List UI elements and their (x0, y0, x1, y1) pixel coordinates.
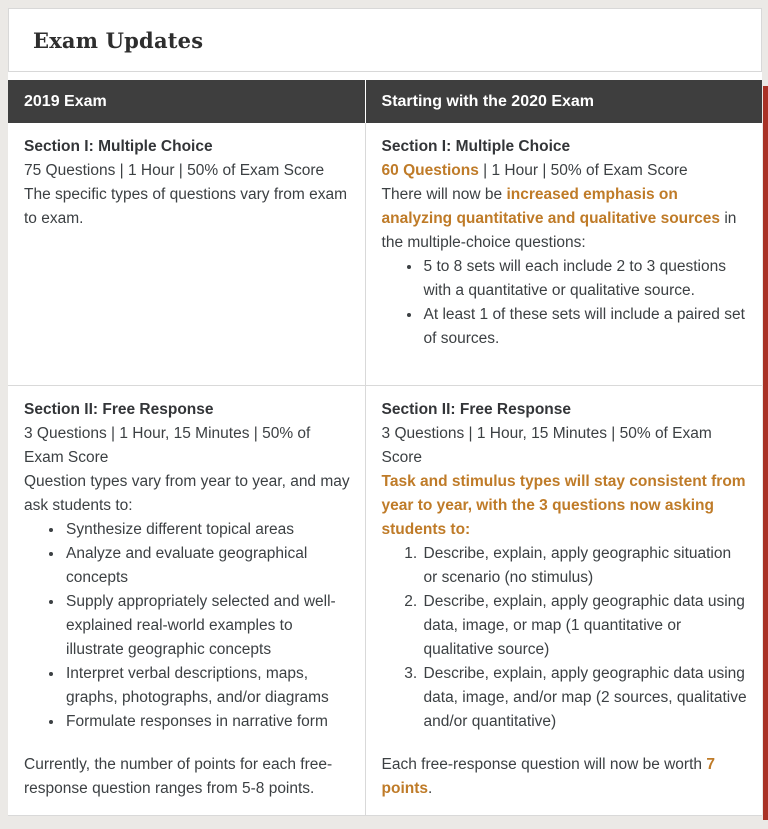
section2-intro-2019: Question types vary from year to year, and may ask students to: (24, 472, 350, 514)
section1-stats-2020: 60 Questions | 1 Hour | 50% of Exam Score (381, 162, 688, 179)
section2-stats-2019: 3 Questions | 1 Hour, 15 Minutes | 50% of Exam Score (24, 424, 311, 466)
highlight-60-questions: 60 Questions (381, 162, 479, 179)
highlight-7-points: 7 points (381, 755, 715, 797)
list-item: • Formulate responses in narrative form (64, 710, 351, 734)
list-item: • 5 to 8 sets will each include 2 to 3 questions with a quantitative or qualitative source. (422, 255, 748, 303)
list-item: • Analyze and evaluate geographical concepts (64, 542, 351, 590)
section2-heading-2019: Section II: Free Response (24, 400, 214, 418)
section1-intro-2020: There will now be increased emphasis on analyzing quantitative and qualitative sources in the multiple-choice questions: (381, 186, 737, 251)
list-item: • At least 1 of these sets will include a paired set of sources. (422, 303, 748, 351)
section2-heading-2020: Section II: Free Response (381, 400, 572, 418)
list-item: 1. Describe, explain, apply geographic situation or scenario (no stimulus) (422, 542, 748, 590)
list-item: 2. Describe, explain, apply geographic data using data, image, or map (1 quantitative or qualitative source) (422, 590, 748, 662)
section2-stats-2020: 3 Questions | 1 Hour, 15 Minutes | 50% of Exam Score (381, 424, 712, 466)
list-item: • Interpret verbal descriptions, maps, graphs, photographs, and/or diagrams (64, 662, 351, 710)
section1-bullet-list-2020 (382, 255, 748, 351)
section-1-row (8, 123, 762, 385)
table-header-row (8, 80, 762, 123)
column-header-2019: 2019 Exam (8, 80, 365, 123)
cell-2019-section2 (8, 385, 365, 815)
right-edge-accent-line (763, 86, 768, 820)
section2-footer-2020: Each free-response question will now be worth 7 points. (381, 755, 715, 797)
list-item: • Supply appropriately selected and well-explained real-world examples to illustrate geographic concepts (64, 590, 351, 662)
list-item: • Synthesize different topical areas (64, 518, 351, 542)
exam-comparison-table (8, 80, 762, 816)
cell-2019-section1 (8, 123, 365, 385)
page-title: Exam Updates (33, 27, 204, 53)
section1-stats-2019: 75 Questions | 1 Hour | 50% of Exam Score (24, 162, 325, 179)
title-card (8, 8, 762, 72)
list-item: 3. Describe, explain, apply geographic data using data, image, and/or map (2 sources, qualitative and/or quantitative) (422, 662, 748, 734)
highlight-task-stimulus: Task and stimulus types will stay consistent from year to year, with the 3 questions now asking students to: (381, 472, 746, 538)
cell-2020-section1 (365, 123, 762, 385)
section-2-row (8, 385, 762, 815)
section1-body-2019: The specific types of questions vary from exam to exam. (24, 186, 348, 227)
column-header-2020: Starting with the 2020 Exam (365, 80, 762, 123)
section1-heading-2020: Section I: Multiple Choice (381, 138, 571, 155)
content-wrapper (8, 8, 762, 816)
section2-numbered-list-2020 (382, 542, 748, 734)
section2-bullet-list-2019 (24, 518, 351, 734)
highlight-increased-emphasis: increased emphasis on analyzing quantitative and qualitative sources (381, 186, 721, 227)
cell-2020-section2 (365, 385, 762, 815)
section1-heading-2019: Section I: Multiple Choice (24, 138, 213, 155)
section2-footer-2019: Currently, the number of points for each free-response question ranges from 5-8 points. (24, 755, 333, 797)
